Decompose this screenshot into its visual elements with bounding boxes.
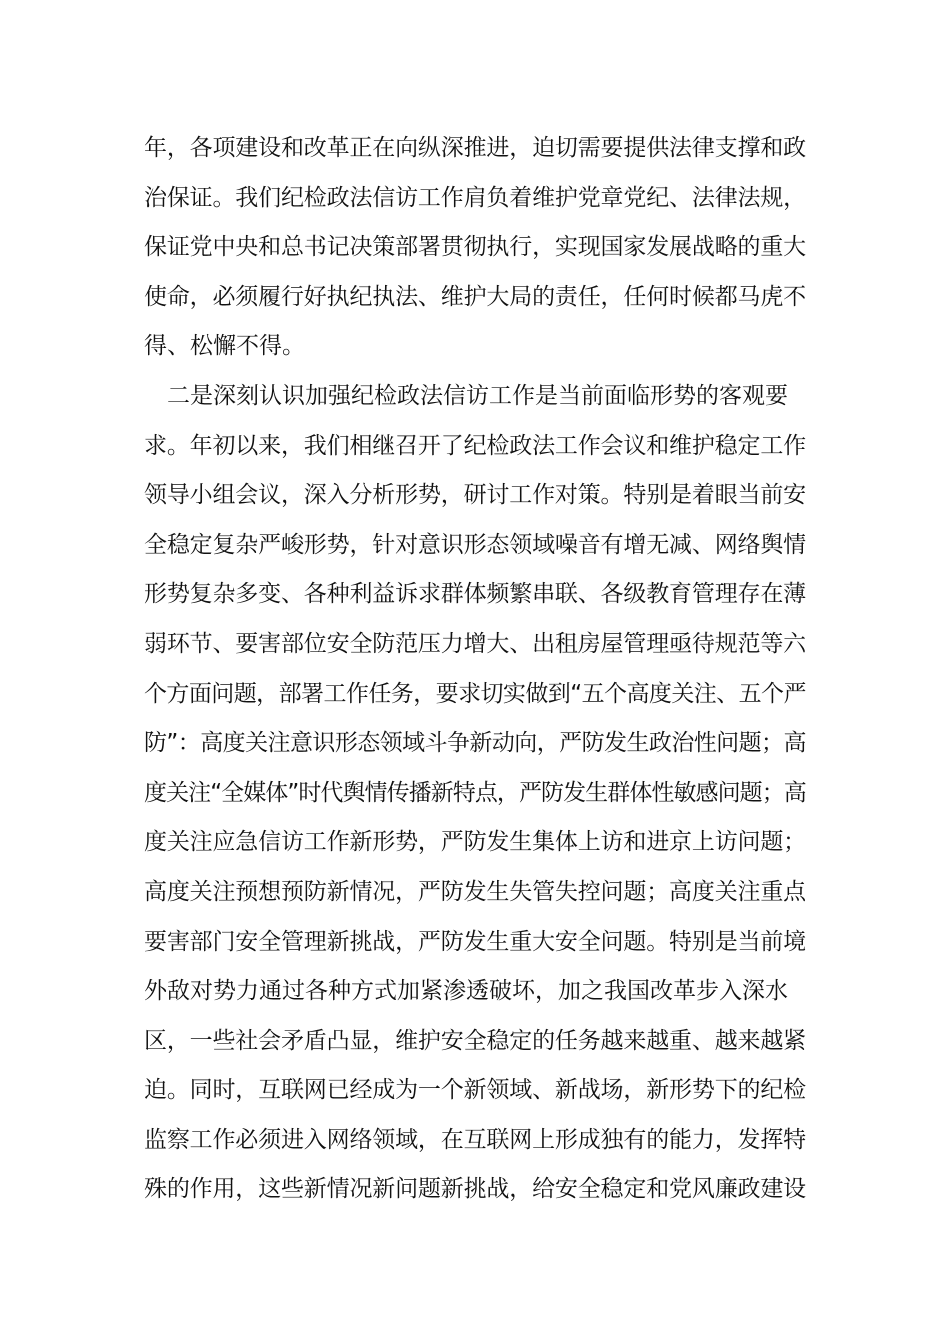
text-line: 弱环节、要害部位安全防范压力增大、出租房屋管理亟待规范等六 (144, 630, 807, 657)
text-line: 高度关注预想预防新情况，严防发生失管失控问题；高度关注重点 (144, 878, 807, 905)
text-line: 二是深刻认识加强纪检政法信访工作是当前面临形势的客观要 (144, 382, 788, 409)
text-line: 个方面问题，部署工作任务，要求切实做到“五个高度关注、五个严 (144, 680, 806, 707)
text-line: 年，各项建设和改革正在向纵深推进，迫切需要提供法律支撑和政 (144, 135, 807, 161)
text-line: 使命，必须履行好执纪执法、维护大局的责任，任何时候都马虎不 (144, 283, 807, 310)
text-line: 外敌对势力通过各种方式加紧渗透破坏，加之我国改革步入深水 (144, 978, 788, 1005)
text-line: 度关注应急信访工作新形势，严防发生集体上访和进京上访问题； (144, 829, 807, 856)
text-line: 殊的作用，这些新情况新问题新挑战，给安全稳定和党风廉政建设 (144, 1176, 807, 1203)
text-line: 领导小组会议，深入分析形势，研讨工作对策。特别是着眼当前安 (144, 482, 807, 509)
text-line: 求。年初以来，我们相继召开了纪检政法工作会议和维护稳定工作 (144, 432, 807, 459)
text-line: 迫。同时，互联网已经成为一个新领域、新战场，新形势下的纪检 (144, 1077, 807, 1104)
text-line: 区，一些社会矛盾凸显，维护安全稳定的任务越来越重、越来越紧 (144, 1027, 807, 1054)
text-line: 形势复杂多变、各种利益诉求群体频繁串联、各级教育管理存在薄 (144, 581, 807, 608)
text-line: 得、松懈不得。 (144, 333, 305, 360)
text-line: 防”：高度关注意识形态领域斗争新动向，严防发生政治性问题；高 (144, 730, 806, 757)
text-line: 治保证。我们纪检政法信访工作肩负着维护党章党纪、法律法规， (144, 184, 807, 211)
text-line: 监察工作必须进入网络领域，在互联网上形成独有的能力，发挥特 (144, 1126, 807, 1153)
text-line: 要害部门安全管理新挑战，严防发生重大安全问题。特别是当前境 (144, 928, 807, 955)
text-line: 度关注“全媒体”时代舆情传播新特点，严防发生群体性敏感问题；高 (144, 779, 806, 806)
document-body (144, 124, 806, 1215)
text-line: 保证党中央和总书记决策部署贯彻执行，实现国家发展战略的重大 (144, 234, 807, 261)
text-line: 全稳定复杂严峻形势，针对意识形态领域噪音有增无减、网络舆情 (144, 531, 807, 558)
paragraph-1 (144, 124, 806, 372)
paragraph-2 (144, 372, 806, 1215)
